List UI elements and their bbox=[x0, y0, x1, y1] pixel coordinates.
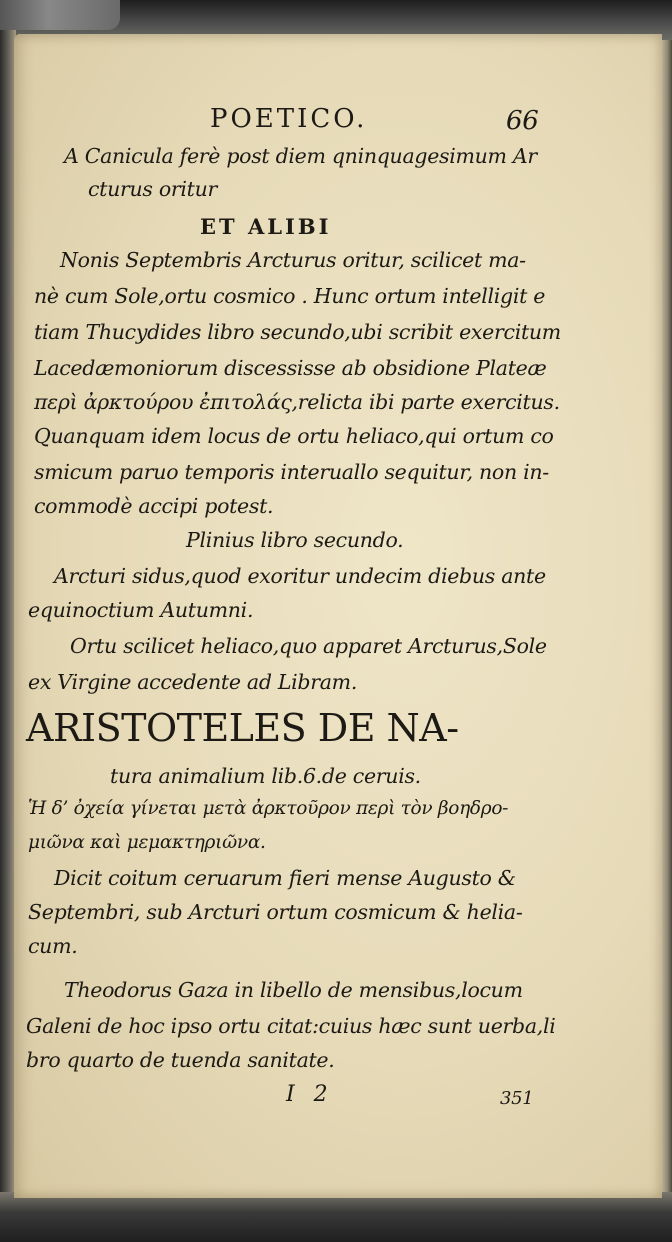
text-line: equinoctium Autumni. bbox=[28, 598, 254, 622]
text-line: Theodorus Gaza in libello de mensibus,locum bbox=[64, 978, 523, 1002]
text-line: Galeni de hoc ipso ortu citat:cuius hæc sunt uerba,li bbox=[26, 1014, 556, 1038]
text-line: tiam Thucydides libro secundo,ubi scribit exercitum bbox=[34, 320, 561, 344]
catchword: 351 bbox=[500, 1088, 534, 1109]
signature-mark: I 2 bbox=[286, 1082, 334, 1107]
page-number: 66 bbox=[506, 106, 539, 136]
text-line: tura animalium lib.6.de ceruis. bbox=[110, 764, 421, 788]
text-line: A Canicula ferè post diem qninquagesimum Ar bbox=[64, 144, 537, 168]
text-line: Ortu scilicet heliaco,quo apparet Arcturus,Sole bbox=[70, 634, 547, 658]
section-heading: ET ALIBI bbox=[200, 214, 332, 239]
text-line: Dicit coitum ceruarum fieri mense Augusto & bbox=[54, 866, 516, 890]
running-head: POETICO. bbox=[210, 104, 368, 134]
text-line: commodè accipi potest. bbox=[34, 494, 274, 518]
greek-text-line: μιῶνα καὶ μεμακτηριῶνα. bbox=[28, 832, 266, 853]
greek-text-line: Ἡ δ’ ὀχεία γίνεται μετὰ ἀρκτοῦρον περὶ τὸν βοηδρο- bbox=[28, 798, 509, 819]
text-line: cturus oritur bbox=[88, 177, 217, 201]
citation-heading: Plinius libro secundo. bbox=[186, 528, 404, 552]
greek-text-line: περὶ ἀρκτούρου ἐπιτολάς,relicta ibi parte exercitus. bbox=[34, 390, 560, 414]
text-line: Nonis Septembris Arcturus oritur, scilicet ma- bbox=[60, 248, 526, 272]
text-line: ex Virgine accedente ad Libram. bbox=[28, 670, 358, 694]
major-heading: ARISTOTELES DE NA- bbox=[26, 706, 459, 750]
text-line: Arcturi sidus,quod exoritur undecim diebus ante bbox=[54, 564, 546, 588]
text-line: nè cum Sole,ortu cosmico . Hunc ortum intelligit e bbox=[34, 284, 546, 308]
printed-page bbox=[14, 34, 662, 1198]
text-line: Lacedæmoniorum discessisse ab obsidione Plateæ bbox=[34, 356, 547, 380]
text-line: Quanquam idem locus de ortu heliaco,qui ortum co bbox=[34, 424, 554, 448]
text-line: cum. bbox=[28, 934, 78, 958]
text-line: smicum paruo temporis interuallo sequitur, non in- bbox=[34, 460, 549, 484]
text-line: bro quarto de tuenda sanitate. bbox=[26, 1048, 335, 1072]
text-line: Septembri, sub Arcturi ortum cosmicum & helia- bbox=[28, 900, 523, 924]
leather-binding-corner bbox=[0, 0, 120, 30]
book-bottom-edge bbox=[0, 1192, 672, 1242]
